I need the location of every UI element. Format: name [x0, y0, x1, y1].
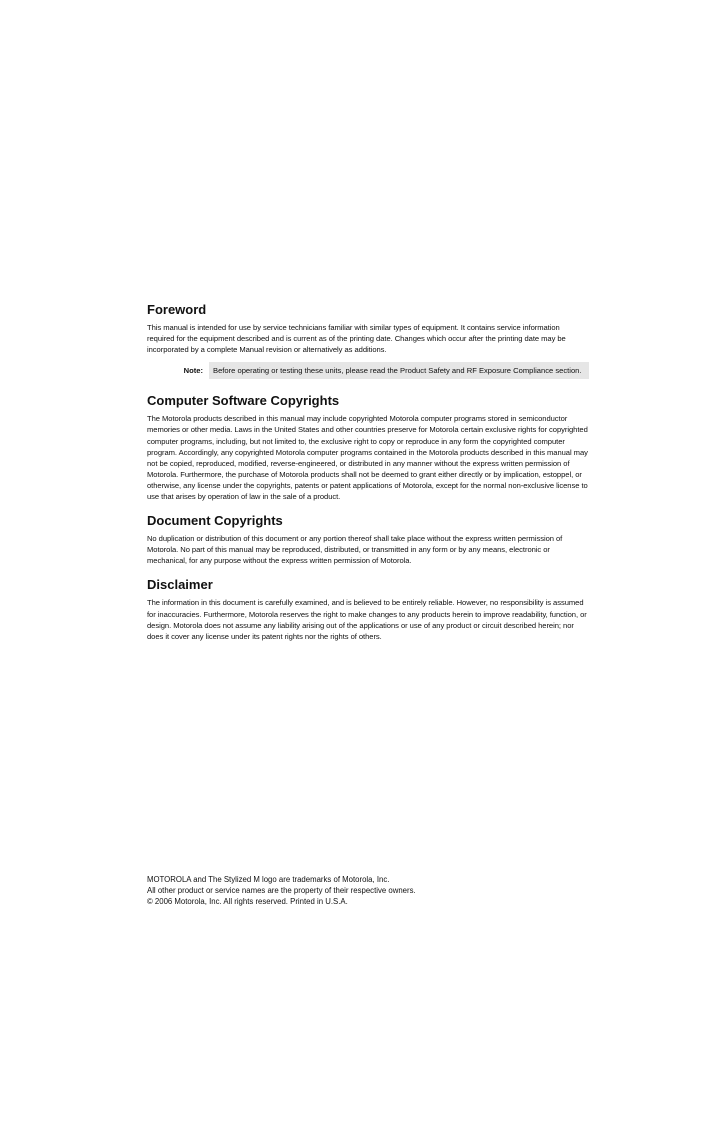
document-content: [147, 302, 589, 653]
software-copyrights-section: [147, 393, 589, 502]
footer-owners-line: All other product or service names are the property of their respective owners.: [147, 886, 416, 895]
document-copyrights-paragraph: No duplication or distribution of this document or any portion thereof shall take place without the express written permission of Motorola. No part of this manual may be reproduced, distributed, or transmitted in any form or by any means, electronic or mechanical, for any purpose without the express written permission of Motorola.: [147, 534, 563, 566]
disclaimer-heading: Disclaimer: [147, 577, 213, 593]
disclaimer-section: [147, 577, 589, 641]
trademark-footer: [147, 874, 587, 907]
note-text: Before operating or testing these units, please read the Product Safety and RF Exposure Compliance section.: [209, 362, 589, 379]
note-label: Note:: [183, 366, 203, 376]
document-copyrights-heading: Document Copyrights: [147, 513, 283, 529]
foreword-heading: Foreword: [147, 302, 207, 317]
foreword-section: [147, 302, 589, 379]
software-copyrights-paragraph: The Motorola products described in this manual may include copyrighted Motorola computer programs stored in semiconductor memories or other media. Laws in the United States and other countries preserve for Motorola certain exclusive rights for copyrighted computer programs, including, but not limited to, the exclusive right to copy or reproduce in any form the copyrighted computer program. Accordingly, any copyrighted Motorola computer programs contained in the Motorola products described in this manual may not be copied, reproduced, modified, reverse-engineered, or distributed in any manner without the express written permission of Motorola. Furthermore, the purchase of Motorola products shall not be deemed to grant either directly or by implication, estoppel, or otherwise, any license under the copyrights, patents or patent applications of Motorola, except for the normal non-exclusive license to use that arises by operation of law in the sale of a product.: [147, 414, 588, 502]
document-copyrights-section: [147, 513, 589, 566]
foreword-paragraph: This manual is intended for use by service technicians familiar with similar types of equipment. It contains service information required for the equipment described and is current as of the printing date. Changes which occur after the printing date may be incorporated by a complete Manual revision or alternatively as additions.: [147, 323, 566, 355]
software-copyrights-heading: Computer Software Copyrights: [147, 393, 340, 409]
footer-copyright-line: © 2006 Motorola, Inc. All rights reserved. Printed in U.S.A.: [147, 897, 348, 906]
footer-trademark-line: MOTOROLA and The Stylized M logo are trademarks of Motorola, Inc.: [147, 875, 390, 884]
note-callout: [147, 362, 589, 379]
disclaimer-paragraph: The information in this document is carefully examined, and is believed to be entirely reliable. However, no responsibility is assumed for inaccuracies. Furthermore, Motorola reserves the right to make changes to any products herein to improve readability, function, or design. Motorola does not assume any liability arising out of the applications or use of any product or circuit described herein; nor does it cover any license under its patent rights nor the rights of others.: [147, 598, 587, 641]
